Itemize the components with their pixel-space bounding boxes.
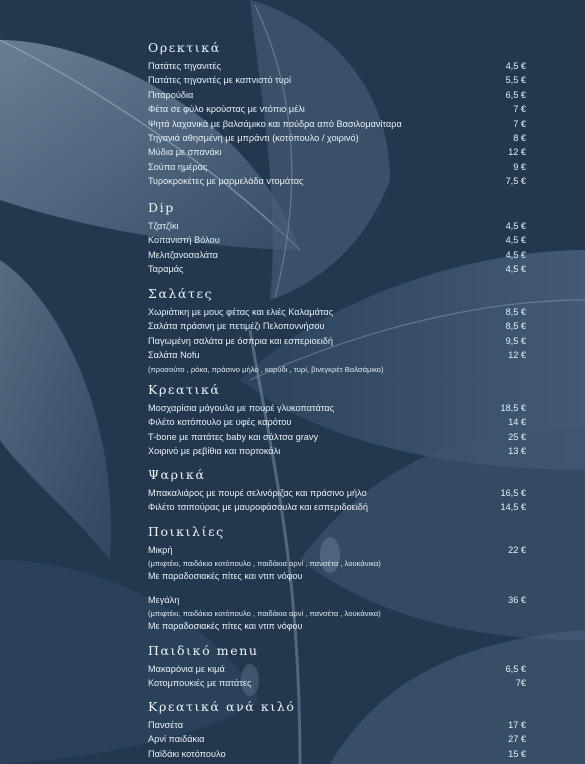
item-price: 7 € (513, 104, 526, 115)
item-price: 17 € (508, 720, 526, 730)
menu-item (148, 718, 526, 732)
item-price: 13 € (508, 446, 526, 457)
item-name: Χοιρινό με ρεβίθια και πορτοκάλι (148, 446, 281, 457)
item-price: 7,5 € (505, 176, 526, 187)
item-name: Πατάτες τηγανιτές (148, 61, 221, 71)
menu-item (148, 444, 526, 458)
item-name: Μελιτζανοσαλάτα (148, 249, 218, 260)
section-kids-menu (148, 641, 526, 691)
item-price: 18,5 € (500, 403, 526, 413)
item-price: 14 € (508, 417, 526, 428)
menu-item (148, 59, 526, 73)
menu-item (148, 430, 526, 444)
platter-item (148, 593, 526, 607)
item-price: 7€ (515, 678, 526, 689)
item-name: Πανσέτα (148, 720, 184, 730)
item-name: Μύδια με σπανάκι (148, 147, 222, 158)
item-price: 25 € (508, 431, 526, 442)
item-price: 4,5 € (505, 61, 526, 71)
item-name: Ψητά λαχανικά με βαλσάμικο και πούδρα από Βασιλομανίταρα (148, 118, 402, 129)
item-name: Πιταρούδια (148, 89, 194, 100)
item-price: 15 € (508, 748, 526, 759)
menu-item (148, 732, 526, 746)
item-name: Μεγάλη (148, 594, 180, 605)
menu-item (148, 160, 526, 174)
menu-item (148, 348, 526, 362)
item-price: 6,5 € (505, 664, 526, 674)
item-price: 4,5 € (505, 235, 526, 246)
item-name: Φιλέτο κοτόπουλο με υφές καρότου (148, 417, 292, 428)
item-price: 12 € (508, 147, 526, 158)
menu-item (148, 415, 526, 429)
item-price: 27 € (508, 734, 526, 745)
item-name: Παϊδάκι κοτόπουλο (148, 748, 226, 759)
item-name: Κοτομπουκιές με πατάτες (148, 678, 252, 689)
item-name: Φιλέτο τσιπούρας με μαυροφάσουλα και εσπεριδοειδή (148, 502, 369, 513)
platter-contents: (μπιφτέκι, παιδάκια κοτόπουλο , παιδάκια αρνί , πανσέτα , λουκάνικα) (148, 559, 381, 569)
item-name: Τηγανιά αθησμένη με μπράντι (κοτόπουλο / χοιρινό) (148, 132, 359, 143)
section-title: Κρεατικά ανά κιλό (148, 699, 296, 714)
menu-item (148, 248, 526, 262)
section-title: Ορεκτικά (148, 40, 221, 55)
section-title: Σαλάτες (148, 286, 214, 301)
item-name: Μακαρόνια με κιμά (148, 664, 225, 674)
item-name: Μοσχαρίσια μάγουλα με πουρέ γλυκοπατάτας (148, 403, 334, 413)
menu-item (148, 117, 526, 131)
menu-item (148, 262, 526, 276)
item-price: 9 € (513, 161, 526, 172)
item-name: Πατάτες τηγανιτές με καπνιστό τυρί (148, 75, 292, 86)
section-platters (148, 522, 526, 633)
section-salads (148, 284, 526, 376)
menu-item (148, 500, 526, 514)
menu-item (148, 319, 526, 333)
menu-item (148, 747, 526, 761)
section-title: Ποικιλίες (148, 524, 225, 539)
menu-item (148, 145, 526, 159)
platter-extra: Με παραδοσιακές πίτες και ντιπ νόφου (148, 571, 303, 582)
item-name: Παγωμένη σαλάτα με όσπρια και εσπεριοειδή (148, 335, 333, 346)
item-price: 16,5 € (500, 488, 526, 498)
item-name: Τυροκροκέτες με μαρμελάδα ντομάτας (148, 176, 304, 187)
item-name: Μπακαλιάρος με πουρέ σελινόριζας και πράσινο μήλο (148, 488, 367, 498)
menu-item (148, 73, 526, 87)
section-meats-per-kilo (148, 697, 526, 761)
platter-extra: Με παραδοσιακές πίτες και ντιπ νόφου (148, 621, 303, 632)
item-name: Σαλάτα πράσινη με πετιμέζι Πελοποννήσου (148, 321, 325, 332)
item-price: 7 € (513, 118, 526, 129)
item-name: Κοπανιστή Βόλου (148, 235, 220, 246)
item-name: T-bone με πατάτες baby και σάλτσα gravy (148, 431, 319, 442)
menu-item (148, 486, 526, 500)
menu-item (148, 401, 526, 415)
item-price: 6,5 € (505, 89, 526, 100)
item-note: (προσούτο , ρόκα, πράσινο μήλο , καρύδι , τυρί, βινεγκρέτ Βαλσάμικο) (148, 364, 384, 374)
item-price: 9,5 € (505, 335, 526, 346)
item-price: 8,5 € (505, 321, 526, 332)
menu-item (148, 305, 526, 319)
menu-item (148, 662, 526, 676)
item-name: Σούπα ημέρας (148, 161, 208, 172)
section-title: Dip (148, 200, 175, 215)
item-price: 14,5 € (500, 502, 526, 513)
section-appetizers (148, 38, 526, 189)
item-price: 4,5 € (505, 249, 526, 260)
menu-item (148, 676, 526, 690)
section-title: Παιδικό menu (148, 643, 259, 658)
item-name: Χωριάτικη με μους φέτας και ελιές Καλαμάτας (148, 307, 334, 317)
section-fish (148, 465, 526, 515)
item-price: 12 € (508, 350, 526, 361)
item-name: Ταραμάς (148, 264, 184, 275)
item-name: Αρνί παιδάκια (148, 734, 205, 745)
item-price: 4,5 € (505, 264, 526, 275)
platter-item (148, 543, 526, 557)
menu-item (148, 174, 526, 188)
item-name: Φέτα σε φύλο κρούστας με ντόπιο μέλι (148, 104, 305, 115)
item-name: Σαλάτα Nofu (148, 350, 200, 361)
section-title: Ψαρικά (148, 467, 206, 482)
menu-item (148, 102, 526, 116)
item-price: 4,5 € (505, 221, 526, 231)
section-title: Κρεατικά (148, 382, 221, 397)
menu-item (148, 233, 526, 247)
menu-item (148, 88, 526, 102)
item-price: 5,5 € (505, 75, 526, 86)
item-name: Τζατζίκι (148, 221, 179, 231)
item-name: Μικρή (148, 545, 173, 555)
menu-item (148, 219, 526, 233)
menu-item (148, 334, 526, 348)
platter-contents: (μπιφτέκι, παιδάκια κοτόπουλο , παιδάκια αρνί , πανσέτα , λουκάνικα) (148, 609, 381, 619)
item-price: 22 € (508, 545, 526, 555)
item-price: 8 € (513, 132, 526, 143)
item-price: 8,5 € (505, 307, 526, 317)
section-dips (148, 198, 526, 277)
menu-item (148, 131, 526, 145)
item-price: 36 € (508, 594, 526, 605)
section-meats (148, 380, 526, 459)
